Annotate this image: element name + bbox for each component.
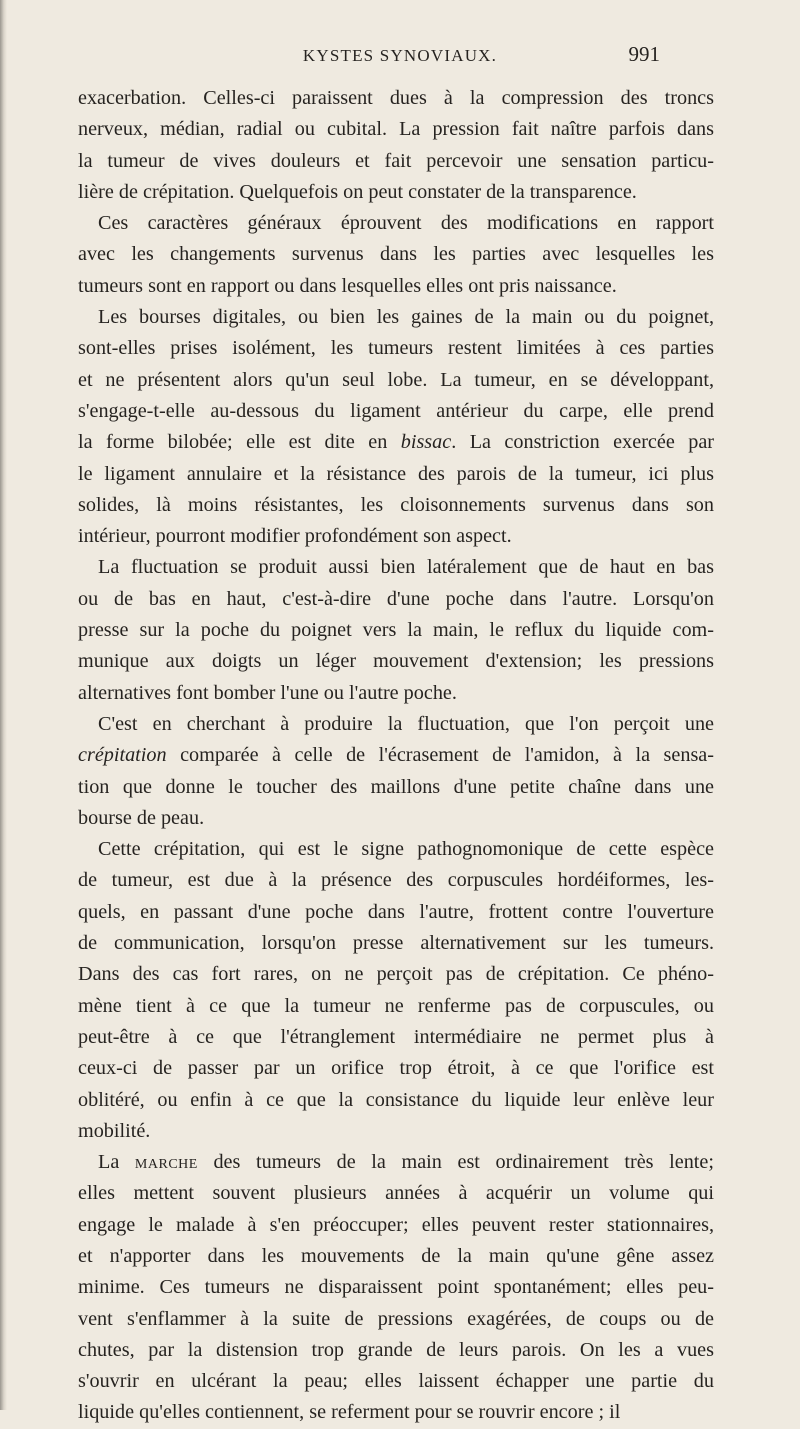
text-line: elles mettent souvent plusieurs années à acquérir un volume qui (78, 1182, 714, 1205)
text-line: vent s'enflammer à la suite de pressions exagérées, de coups ou de (78, 1307, 714, 1330)
text-segment: comparée à celle de l'écrasement de l'amidon, à la sensa- (166, 744, 714, 767)
text-line: solides, là moins résistantes, les cloisonnements survenus dans son (78, 493, 714, 516)
text-line: de tumeur, est due à la présence des corpuscules hordéiformes, les- (78, 869, 714, 892)
text-line: s'engage-t-elle au-dessous du ligament antérieur du carpe, elle prend (78, 399, 714, 422)
text-line: mène tient à ce que la tumeur ne renferme pas de corpuscules, ou (78, 994, 714, 1017)
text-segment: La (98, 1151, 135, 1174)
text-line: ceux-ci de passer par un orifice trop étroit, à ce que l'orifice est (78, 1057, 714, 1080)
text-line (78, 740, 714, 771)
text-line: de communication, lorsqu'on presse alternativement sur les tumeurs. (78, 932, 714, 955)
paragraph-start-line: Les bourses digitales, ou bien les gaines de la main ou du poignet, (98, 306, 714, 329)
text-line: s'ouvrir en ulcérant la peau; elles laissent échapper une partie du (78, 1370, 714, 1393)
paragraph-start-line (78, 1147, 714, 1178)
text-line: tion que donne le toucher des maillons d'une petite chaîne dans une (78, 775, 714, 798)
page-header (0, 42, 800, 76)
text-line: alternatives font bomber l'une ou l'autre poche. (78, 681, 457, 704)
paragraph-start-line: C'est en cherchant à produire la fluctuation, que l'on perçoit une (98, 712, 714, 735)
small-caps-term-marche: marche (134, 1151, 198, 1174)
text-line: liquide qu'elles contiennent, se referment pour se rouvrir encore ; il (78, 1401, 621, 1424)
text-line: engage le malade à s'en préoccuper; elles peuvent rester stationnaires, (78, 1213, 714, 1236)
paragraph-start-line: Ces caractères généraux éprouvent des modifications en rapport (98, 212, 714, 235)
italic-term-bissac: bissac (400, 431, 452, 454)
body-text (78, 83, 714, 1429)
running-title: KYSTES SYNOVIAUX. (302, 46, 498, 65)
text-line: avec les changements survenus dans les parties avec lesquelles les (78, 243, 714, 266)
text-line: nerveux, médian, radial ou cubital. La pression fait naître parfois dans (78, 118, 714, 141)
text-line: oblitéré, ou enfin à ce que la consistance du liquide leur enlève leur (78, 1088, 714, 1111)
text-line: le ligament annulaire et la résistance des parois de la tumeur, ici plus (78, 462, 714, 485)
text-line: et ne présentent alors qu'un seul lobe. La tumeur, en se développant, (78, 368, 714, 391)
text-line: exacerbation. Celles-ci paraissent dues à la compression des troncs (78, 87, 714, 109)
text-line: lière de crépitation. Quelquefois on peut constater de la transparence. (78, 180, 637, 203)
text-line: minime. Ces tumeurs ne disparaissent point spontanément; elles peu- (78, 1276, 714, 1299)
text-line: la tumeur de vives douleurs et fait percevoir une sensation particu- (78, 149, 714, 172)
text-line: mobilité. (78, 1119, 151, 1142)
text-line: chutes, par la distension trop grande de leurs parois. On les a vues (78, 1338, 714, 1361)
text-segment: la forme bilobée; elle est dite en (78, 431, 388, 454)
text-segment: . La constriction exercée par (451, 431, 715, 454)
text-line (78, 427, 714, 458)
italic-term-crepitation: crépitation (78, 744, 167, 767)
text-segment: des tumeurs de la main est ordinairement très lente; (197, 1151, 714, 1174)
text-line: bourse de peau. (78, 806, 205, 829)
text-line: et n'apporter dans les mouvements de la main qu'une gêne assez (78, 1244, 714, 1267)
text-line: sont-elles prises isolément, les tumeurs restent limitées à ces parties (78, 337, 714, 360)
page-number: 991 (628, 42, 660, 66)
text-line: intérieur, pourront modifier profondément son aspect. (78, 525, 512, 548)
text-line: ou de bas en haut, c'est-à-dire d'une poche dans l'autre. Lorsqu'on (78, 587, 714, 610)
text-line: peut-être à ce que l'étranglement intermédiaire ne permet plus à (78, 1025, 714, 1048)
text-line: presse sur la poche du poignet vers la main, le reflux du liquide com- (78, 619, 714, 642)
text-line: quels, en passant d'une poche dans l'autre, frottent contre l'ouverture (78, 900, 714, 923)
text-line: Dans des cas fort rares, on ne perçoit pas de crépitation. Ce phéno- (78, 963, 714, 986)
text-line: munique aux doigts un léger mouvement d'extension; les pressions (78, 650, 714, 673)
paragraph-start-line: La fluctuation se produit aussi bien latéralement que de haut en bas (98, 556, 714, 579)
page-binding-edge (0, 0, 7, 1410)
paragraph-start-line: Cette crépitation, qui est le signe pathognomonique de cette espèce (98, 838, 714, 861)
text-line: tumeurs sont en rapport ou dans lesquelles elles ont pris naissance. (78, 274, 617, 297)
